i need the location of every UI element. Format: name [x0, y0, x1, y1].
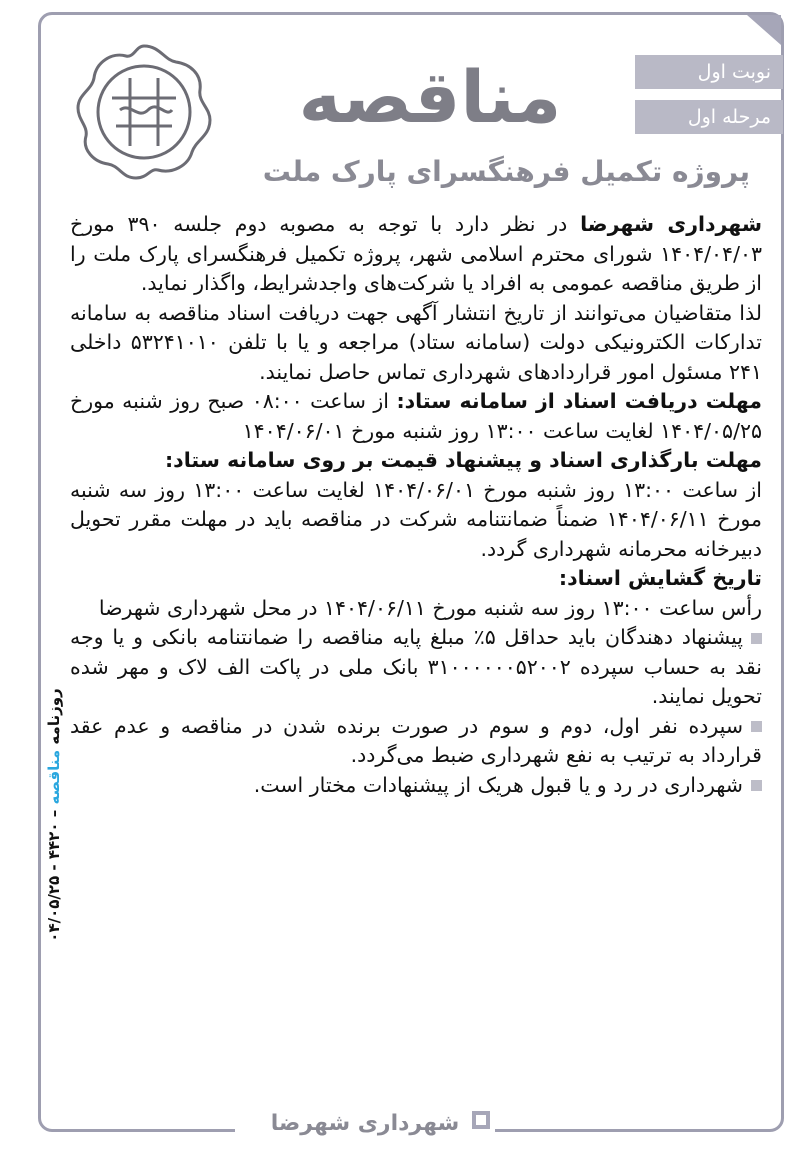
- bullet-item-guarantee: [70, 623, 762, 712]
- bullet-item-rights: [70, 771, 762, 801]
- newspaper-name: مناقصه: [45, 749, 63, 805]
- document-deadline-label: مهلت دریافت اسناد از سامانه ستاد:: [396, 389, 762, 413]
- notice-body: [70, 210, 762, 800]
- opening-date-text: رأس ساعت ۱۳:۰۰ روز سه شنبه مورخ ۱۴۰۴/۰۶/۱۱ در محل شهرداری شهرضا: [98, 595, 762, 620]
- footer-signature: شهرداری شهرضا: [235, 1106, 495, 1142]
- publication-line: [44, 650, 64, 980]
- publication-info: [44, 650, 64, 980]
- page-title: مناقصه: [298, 55, 562, 139]
- stage-tag: مرحله اول: [635, 100, 783, 134]
- newspaper-label: روزنامه: [45, 688, 63, 745]
- bullet-text: شهرداری در رد و یا قبول هریک از پیشنهادات مختار است.: [253, 772, 743, 797]
- square-bullet-icon: [751, 780, 762, 791]
- bullet-item-deposit: [70, 712, 762, 771]
- document-deadline-paragraph: [70, 387, 762, 446]
- instructions-paragraph: لذا متقاضیان می‌توانند از تاریخ انتشار آگهی جهت دریافت اسناد مناقصه به سامانه تدارکات الکترونیکی دولت (سامانه ستاد) مراجعه و یا با تلفن ۵۳۲۴۱۰۱۰ داخلی ۲۴۱ مسئول امور قراردادهای شهرداری تماس حاصل نمایند.: [70, 300, 762, 384]
- upload-deadline-text: از ساعت ۱۳:۰۰ روز شنبه مورخ ۱۴۰۴/۰۶/۰۱ لغایت ساعت ۱۳:۰۰ روز سه شنبه مورخ ۱۴۰۴/۰۶/۱۱ ضمناً ضمانتنامه شرکت در مناقصه باید در مهلت مقرر تحویل دبیرخانه محرمانه شهرداری گردد.: [70, 477, 762, 561]
- bullet-text: سپرده نفر اول، دوم و سوم در صورت برنده شدن در مناقصه و عدم عقد قرارداد به ترتیب به نفع شهرداری ضبط می‌گردد.: [70, 713, 762, 767]
- round-tag: نوبت اول: [635, 55, 783, 89]
- publication-ref: – ۴۴۲۰ - ۰۴/۰۵/۲۵: [45, 809, 63, 942]
- square-bullet-icon: [751, 633, 762, 644]
- intro-paragraph: [70, 210, 762, 299]
- frame-corner: [747, 15, 781, 45]
- document-deadline-text: از ساعت ۰۸:۰۰ صبح روز شنبه مورخ ۱۴۰۴/۰۵/۲۵ لغایت ساعت ۱۳:۰۰ روز شنبه مورخ ۱۴۰۴/۰۶/۰۱: [70, 389, 762, 443]
- page-subtitle: پروژه تکمیل فرهنگسرای پارک ملت: [262, 155, 750, 188]
- upload-deadline-heading: مهلت بارگذاری اسناد و پیشنهاد قیمت بر روی سامانه ستاد:: [164, 448, 762, 472]
- intro-text: در نظر دارد با توجه به مصوبه دوم جلسه ۳۹۰ مورخ ۱۴۰۴/۰۴/۰۳ شورای محترم اسلامی شهر، پروژه تکمیل فرهنگسرای پارک ملت را از طریق مناقصه عمومی به افراد یا شرکت‌های واجدشرایط، واگذار نماید.: [70, 212, 762, 295]
- municipality-emblem-icon: [72, 40, 216, 184]
- opening-date-heading: تاریخ گشایش اسناد:: [558, 566, 762, 590]
- bullet-text: پیشنهاد دهندگان باید حداقل ۵٪ مبلغ پایه مناقصه را ضمانتنامه بانکی و یا وجه نقد به حساب سپرده ۳۱۰۰۰۰۰۰۵۲۰۰۲ بانک ملی در پاکت الف لاک و مهر شده تحویل نمایند.: [70, 625, 762, 708]
- issuer-name: شهرداری شهرضا: [580, 212, 762, 236]
- square-bullet-icon: [751, 721, 762, 732]
- footer-square-right: [472, 1111, 490, 1129]
